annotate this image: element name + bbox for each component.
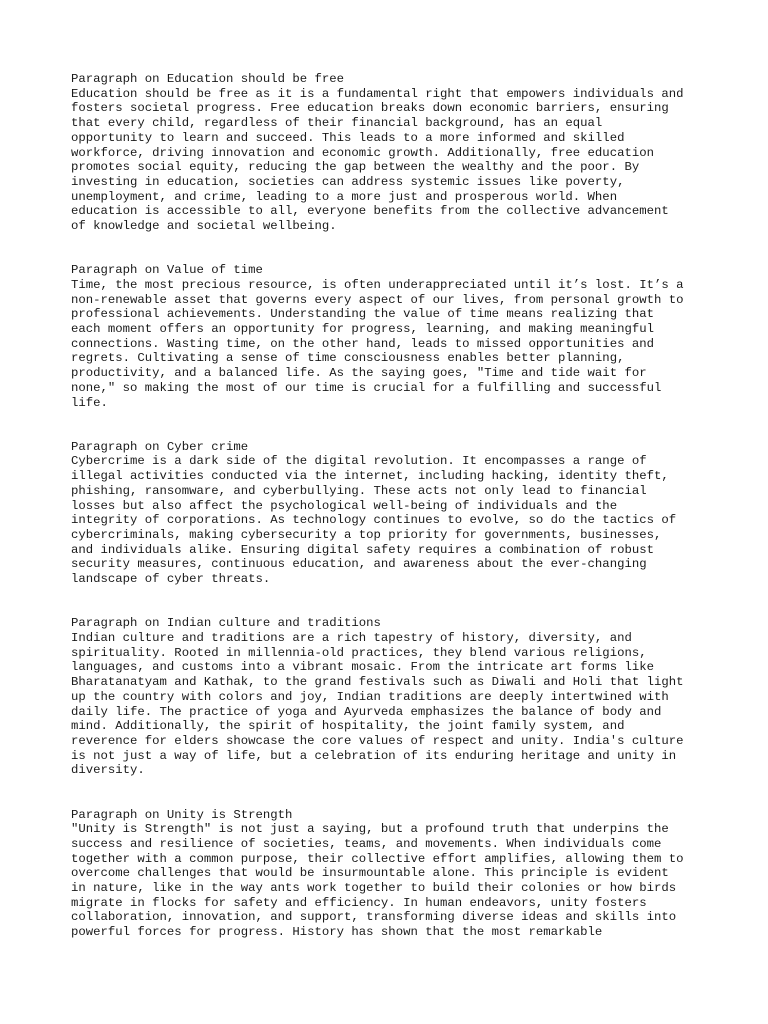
section-heading: Paragraph on Value of time: [71, 263, 263, 278]
section-heading: Paragraph on Education should be free: [71, 72, 345, 86]
section-education: [71, 72, 711, 234]
section-value-of-time: [71, 263, 711, 410]
section-indian-culture: [71, 616, 711, 778]
section-heading: Paragraph on Cyber crime: [71, 439, 249, 454]
section-body: Time, the most precious resource, is often underappreciated until it’s lost. It’s a non-renewable asset that governs every aspect of our lives, from personal growth to professional achievements. Understanding the value of time means realizing that each moment offers an opportunity for progress, learning, and making meaningful connections. Wasting time, on the other hand, leads to missed opportunities and regrets. Cultivating a sense of time consciousness enables better planning, productivity, and a balanced life. As the saying goes, "Time and tide wait for none," so making the most of our time is crucial for a fulfilling and successful life.: [71, 277, 684, 410]
section-body: Indian culture and traditions are a rich tapestry of history, diversity, and spirituality. Rooted in millennia-old practices, they blend various religions, languages, and customs into a vibrant mosaic. From the intricate art forms like Bharatanatyam and Kathak, to the grand festivals such as Diwali and Holi that light up the country with colors and joy, Indian traditions are deeply intertwined with daily life. The practice of yoga and Ayurveda emphasizes the balance of body and mind. Additionally, the spirit of hospitality, the joint family system, and reverence for elders showcase the core values of respect and unity. India's culture is not just a way of life, but a celebration of its enduring heritage and unity in diversity.: [71, 631, 684, 778]
document-page: [71, 72, 711, 969]
section-cyber-crime: [71, 440, 711, 587]
section-body: Education should be free as it is a fundamental right that empowers individuals and fosters societal progress. Free education breaks down economic barriers, ensuring that every child, regardless of their financial background, has an equal opportunity to learn and succeed. This leads to a more informed and skilled workforce, driving innovation and economic growth. Additionally, free education promotes social equity, reducing the gap between the wealthy and the poor. By investing in education, societies can address systemic issues like poverty, unemployment, and crime, leading to a more just and prosperous world. When education is accessible to all, everyone benefits from the collective advancement of knowledge and societal wellbeing.: [71, 86, 684, 234]
section-unity-is-strength: [71, 808, 711, 940]
section-heading: Paragraph on Unity is Strength: [71, 807, 293, 822]
section-body: "Unity is Strength" is not just a saying, but a profound truth that underpins the success and resilience of societies, teams, and movements. When individuals come together with a common purpose, their collective effort amplifies, allowing them to overcome challenges that would be insurmountable alone. This principle is evident in nature, like in the way ants work together to build their colonies or how birds migrate in flocks for safety and efficiency. In human endeavors, unity fosters collaboration, innovation, and support, transforming diverse ideas and skills into powerful forces for progress. History has shown that the most remarkable: [71, 822, 684, 940]
section-heading: Paragraph on Indian culture and traditions: [71, 616, 381, 631]
section-body: Cybercrime is a dark side of the digital revolution. It encompasses a range of illegal activities conducted via the internet, including hacking, identity theft, phishing, ransomware, and cyberbullying. These acts not only lead to financial losses but also affect the psychological well-being of individuals and the integrity of corporations. As technology continues to evolve, so do the tactics of cybercriminals, making cybersecurity a top priority for governments, businesses, and individuals alike. Ensuring digital safety requires a combination of robust security measures, continuous education, and awareness about the ever-changing landscape of cyber threats.: [71, 454, 677, 587]
